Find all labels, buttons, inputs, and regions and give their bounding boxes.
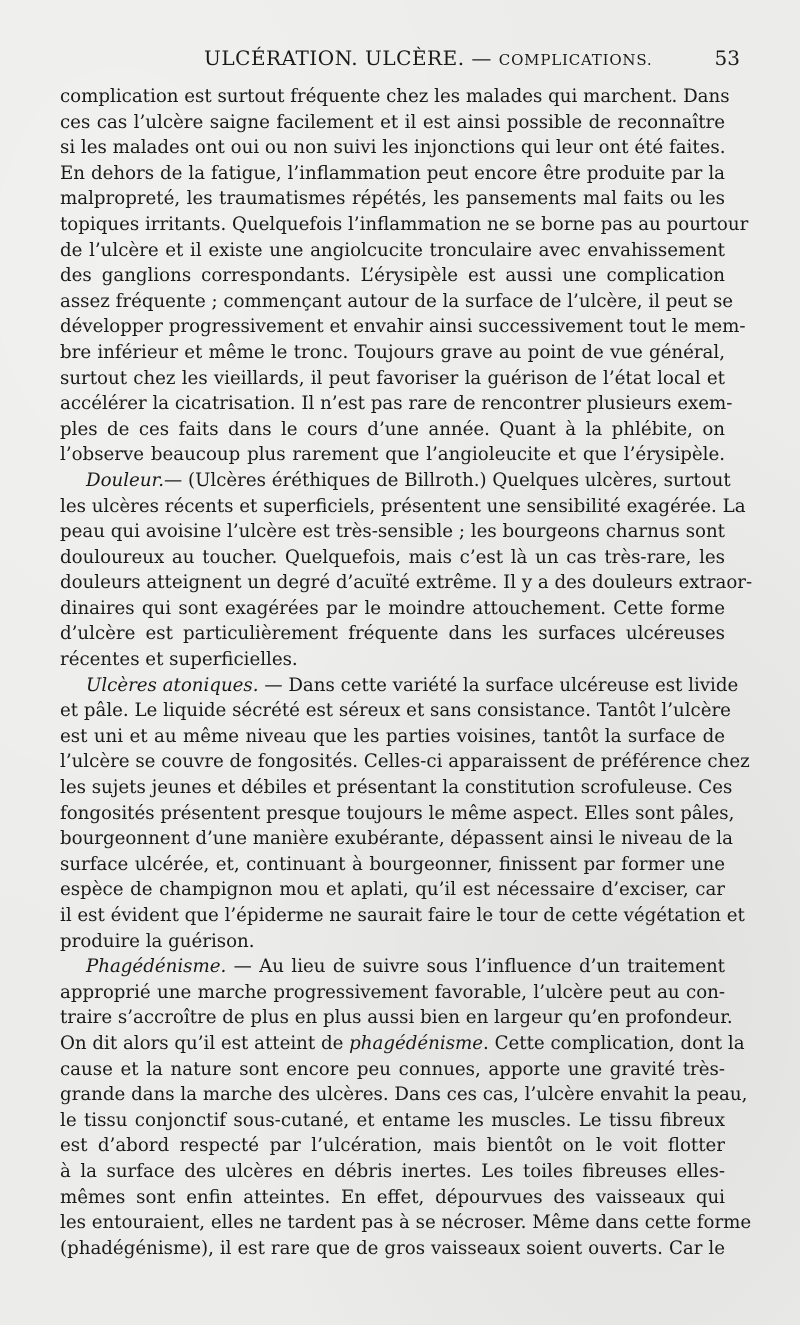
text-line: accélérer la cicatrisation. Il n’est pas rare de rencontrer plusieurs exem- (60, 393, 733, 415)
text-line-segment: — Dans cette variété la surface ulcéreuse est livide (264, 674, 739, 696)
text-line: l’observe beaucoup plus rarement que l’angioleucite et que l’érysipèle. (60, 444, 725, 466)
text-line: malpropreté, les traumatismes répétés, les pansements mal faits ou les (60, 188, 725, 210)
running-title-small-caps: COMPLICATIONS. (498, 51, 653, 69)
text-line-segment: . Cette complication, dont la (483, 1032, 745, 1054)
text-line: récentes et superficielles. (60, 649, 298, 671)
text-line: peau qui avoisine l’ulcère est très-sensible ; les bourgeons charnus sont (60, 521, 725, 543)
text-line: En dehors de la fatigue, l’inflammation peut encore être produite par la (60, 162, 725, 184)
text-line: cause et la nature sont encore peu connues, apporte une gravité très- (60, 1058, 725, 1080)
text-line: topiques irritants. Quelquefois l’inflammation ne se borne pas au pourtour (60, 213, 749, 235)
text-line: bourgeonnent d’une manière exubérante, dépassent ainsi le niveau de la (60, 828, 733, 850)
text-line: les ulcères récents et superficiels, présentent une sensibilité exagérée. La (60, 495, 746, 517)
text-line-segment: On dit alors qu’il est atteint de (60, 1032, 350, 1054)
text-line: grande dans la marche des ulcères. Dans ces cas, l’ulcère envahit la peau, (60, 1084, 748, 1106)
text-line: le tissu conjonctif sous-cutané, et entame les muscles. Le tissu fibreux (60, 1109, 725, 1131)
text-line: les entouraient, elles ne tardent pas à se nécroser. Même dans cette forme (60, 1212, 752, 1234)
heading-douleur: Douleur. (86, 469, 165, 491)
paragraph-atoniques-first-line (60, 673, 739, 699)
text-line: de l’ulcère et il existe une angiolcucite tronculaire avec envahissement (60, 239, 725, 261)
text-line: ples de ces faits dans le cours d’une année. Quant à la phlébite, on (60, 418, 725, 440)
text-line: à la surface des ulcères en débris inertes. Les toiles fibreuses elles- (60, 1160, 725, 1182)
term-phagedenisme: phagédénisme (349, 1032, 484, 1054)
text-line: les sujets jeunes et débiles et présentant la constitution scrofuleuse. Ces (60, 777, 733, 799)
text-line: mêmes sont enfin atteintes. En effet, dépourvues des vaisseaux qui (60, 1186, 725, 1208)
text-line: dinaires qui sont exagérées par le moindre attouchement. Cette forme (60, 597, 725, 619)
running-header (60, 46, 740, 76)
text-line: (phadégénisme), il est rare que de gros vaisseaux soient ouverts. Car le (60, 1237, 725, 1259)
text-line: douloureux au toucher. Quelquefois, mais c’est là un cas très-rare, les (60, 546, 725, 568)
page-number: 53 (714, 46, 740, 70)
body-text (60, 84, 753, 1261)
text-line: complication est surtout fréquente chez les malades qui marchent. Dans (60, 86, 730, 107)
text-line: traire s’accroître de plus en plus aussi bien en largeur qu’en profondeur. (60, 1007, 733, 1029)
running-title-main: ULCÉRATION. ULCÈRE. — (204, 46, 499, 70)
text-line: et pâle. Le liquide sécrété est séreux et sans consistance. Tantôt l’ulcère (60, 700, 731, 722)
text-line-segment: — (Ulcères éréthiques de Billroth.) Quelques ulcères, surtout (164, 469, 731, 491)
text-line: assez fréquente ; commençant autour de la surface de l’ulcère, il peut se (60, 290, 734, 312)
paragraph-douleur-first-line (60, 468, 731, 494)
text-line: ces cas l’ulcère saigne facilement et il est ainsi possible de reconnaître (60, 111, 725, 133)
text-line: il est évident que l’épiderme ne saurait faire le tour de cette végétation et (60, 905, 745, 926)
text-line: espèce de champignon mou et aplati, qu’il est nécessaire d’exciser, car (60, 879, 725, 901)
text-line-segment: — Au lieu de suivre sous l’influence d’un traitement (233, 956, 725, 978)
text-line: fongosités présentent presque toujours le même aspect. Elles sont pâles, (60, 802, 735, 824)
text-line: est uni et au même niveau que les parties voisines, tantôt la surface de (60, 725, 725, 747)
text-line: l’ulcère se couvre de fongosités. Celles-ci apparaissent de préférence chez (60, 751, 750, 773)
text-line: produire la guérison. (60, 930, 255, 952)
paragraph-phagedenisme-first-line (60, 954, 725, 980)
text-line: si les malades ont oui ou non suivi les injonctions qui leur ont été faites. (60, 137, 726, 159)
heading-ulceres-atoniques: Ulcères atoniques. (86, 674, 259, 696)
text-line: bre inférieur et même le tronc. Toujours grave au point de vue général, (60, 341, 725, 363)
heading-phagedenisme: Phagédénisme. (86, 956, 227, 978)
text-line: surtout chez les vieillards, il peut favoriser la guérison de l’état local et (60, 367, 725, 389)
running-title (204, 46, 652, 70)
text-line: approprié une marche progressivement favorable, l’ulcère peut au con- (60, 981, 725, 1003)
text-line: des ganglions correspondants. L’érysipèle est aussi une complication (60, 265, 725, 287)
text-line: surface ulcérée, et, continuant à bourgeonner, finissent par former une (60, 853, 725, 875)
text-line: est d’abord respecté par l’ulcération, mais bientôt on le voit flotter (60, 1135, 725, 1157)
text-line-with-italic (60, 1031, 745, 1057)
text-line: développer progressivement et envahir ainsi successivement tout le mem- (60, 316, 746, 338)
text-line: douleurs atteignent un degré d’acuïté extrême. Il y a des douleurs extraor- (60, 572, 753, 594)
text-line: d’ulcère est particulièrement fréquente dans les surfaces ulcéreuses (60, 623, 725, 645)
